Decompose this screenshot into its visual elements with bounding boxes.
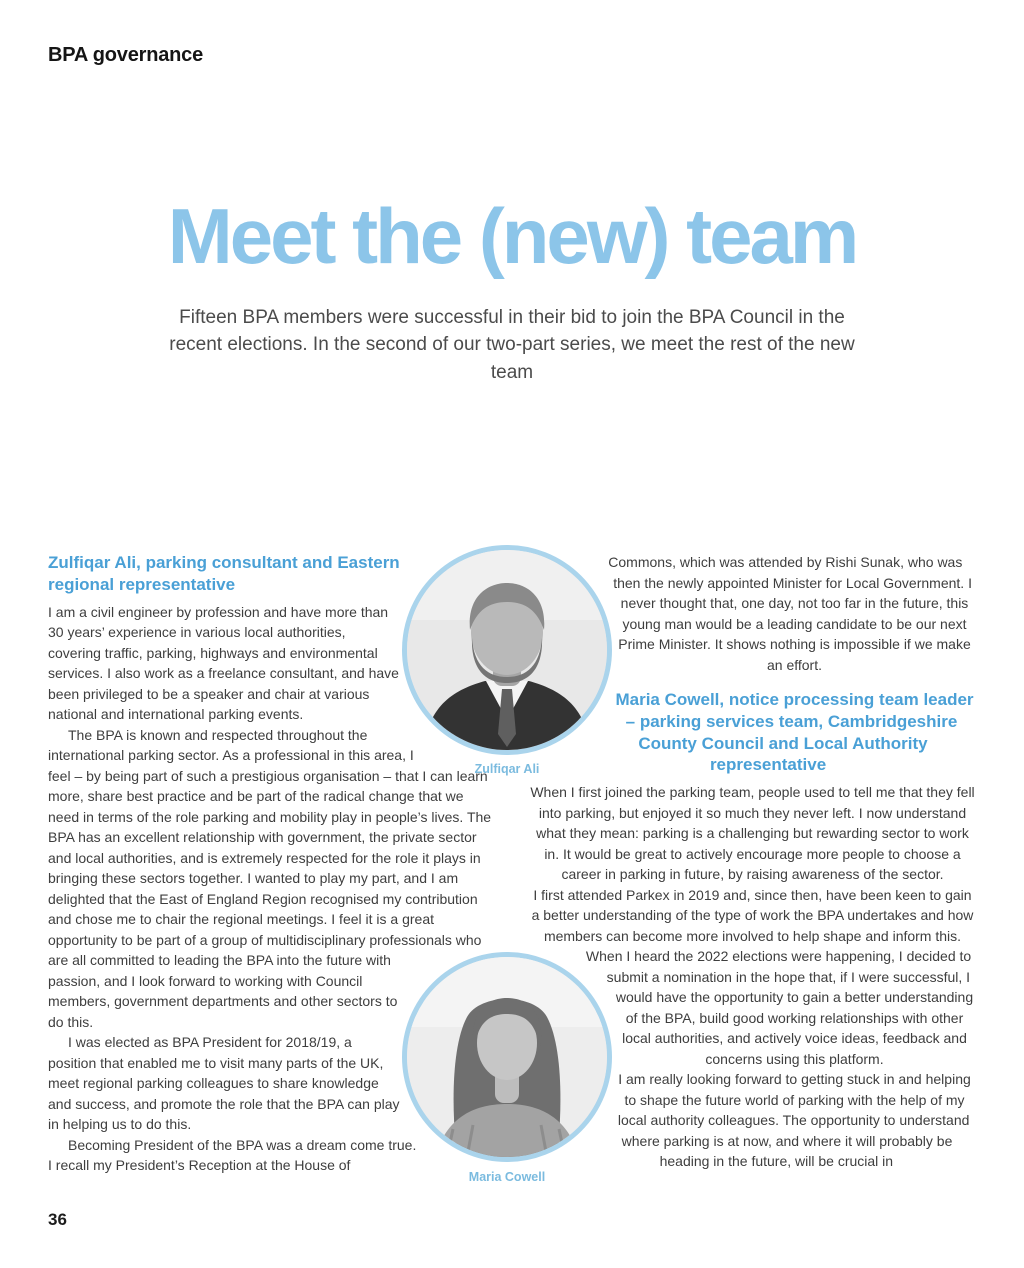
zulfiqar-paragraph: The BPA is known and respected throughout the international parking sector. As a professional in this area, I feel – by being part of such a prestigious organisation – that I can learn more, share best practice and be part of the radical change that we need in terms of the role parking and mobility play in people’s lives. The BPA has an excellent relationship with government, the private sector and local authorities, and is extremely respected for the role it plays in bringing these sectors together. I wanted to play my part, and I am delighted that the East of England Region recognised my contribution and chose me to chair the regional meetings. I feel it is a great opportunity to be part of a group of multidisciplinary professionals who are all committed to leading the BPA into the future with passion, and I look forward to working with Council members, government departments and other sectors to do this. (48, 726, 492, 1030)
page-subtitle: Fifteen BPA members were successful in their bid to join the BPA Council in the recent elections. In the second of our two-part series, we meet the rest of the new team (169, 306, 855, 383)
maria-heading: Maria Cowell, notice processing team leader – parking services team, Cambridgeshire County Council and Local Authority representative (615, 690, 974, 775)
zulfiqar-paragraph: I was elected as BPA President for 2018/19, a position that enabled me to visit many parts of the UK, meet regional parking colleagues to share knowledge and success, and promote the role that the BPA can play in helping us to do this. (48, 1034, 400, 1132)
maria-paragraph: I am really looking forward to getting stuck in and helping to shape the future world of parking with the help of my local authority colleagues. The opportunity to understand where parking is at now, and where it will probably be heading in the future, will be crucial in (617, 1071, 971, 1169)
maria-photo-caption: Maria Cowell (468, 1170, 546, 1184)
woman-portrait-silhouette-icon (407, 957, 607, 1157)
zulfiqar-paragraph: Becoming President of the BPA was a dream come true. I recall my President’s Reception at the House of (48, 1136, 417, 1173)
page-number: 36 (48, 1210, 67, 1229)
hero-block (0, 192, 1024, 387)
zulfiqar-photo-caption: Zulfiqar Ali (474, 762, 540, 776)
zulfiqar-heading: Zulfiqar Ali, parking consultant and Eastern regional representative (48, 553, 400, 594)
maria-paragraph: When I first joined the parking team, people used to tell me that they fell into parking, but enjoyed it so much they never left. I now understand what they mean: parking is a challenging but rewarding sector to work in. It would be great to actively encourage more people to choose a career in parking in future, by raising awareness of the sector. (530, 784, 975, 882)
zulfiqar-portrait (402, 545, 612, 755)
maria-paragraph: I first attended Parkex in 2019 and, since then, have been keen to gain a better understanding of the type of work the BPA undertakes and how members can become more involved to help shape and inform this. When I heard the 2022 elections were happening, I decided to submit a nomination in the hope that, if I were successful, I would have the opportunity to gain a better understanding of the BPA, build good working relationships with other local authorities, and actively voice ideas, feedback and concerns using this platform. (531, 886, 974, 1067)
man-portrait-silhouette-icon (407, 550, 607, 750)
zulfiqar-paragraph-continued: Commons, which was attended by Rishi Sunak, who was then the newly appointed Minister for Local Government. I never thought that, one day, not too far in the future, this young man would be a leading candidate to be our next Prime Minister. It shows nothing is impossible if we make an effort. (608, 554, 972, 673)
section-kicker: BPA governance (48, 44, 204, 66)
maria-portrait (402, 952, 612, 1162)
page-title: Meet the (new) team (167, 192, 857, 280)
zulfiqar-paragraph: I am a civil engineer by profession and have more than 30 years’ experience in various local authorities, covering traffic, parking, highways and environmental services. I also work as a freelance consultant, and have been privileged to be a speaker and chair at various national and international parking events. (48, 603, 399, 722)
